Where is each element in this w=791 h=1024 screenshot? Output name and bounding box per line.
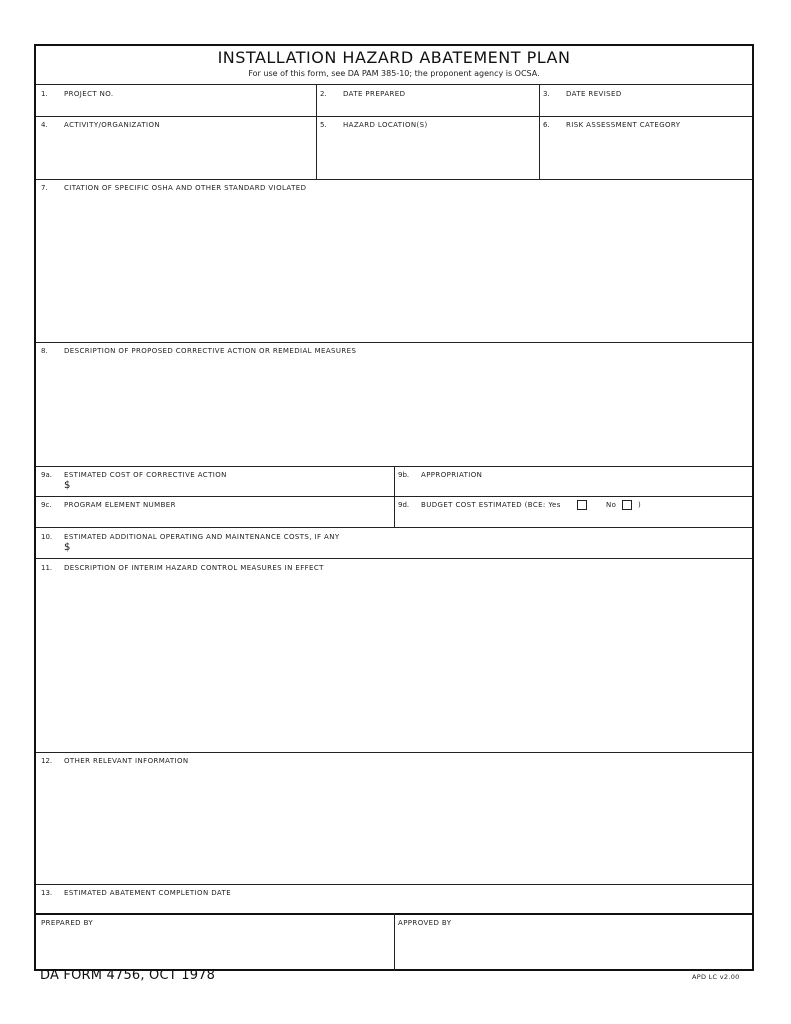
- field-7-number: 7.: [41, 184, 48, 192]
- divider: [36, 527, 752, 528]
- risk-assessment-category-label: RISK ASSESSMENT CATEGORY: [566, 121, 681, 129]
- divider: [394, 913, 395, 971]
- date-prepared-input[interactable]: [343, 100, 533, 114]
- approved-by-input[interactable]: [398, 930, 746, 968]
- field-13-number: 13.: [41, 889, 53, 897]
- risk-assessment-category-input[interactable]: [566, 132, 746, 176]
- corrective-action-label: DESCRIPTION OF PROPOSED CORRECTIVE ACTION OR REMEDIAL MEASURES: [64, 347, 357, 355]
- date-revised-input[interactable]: [566, 100, 746, 114]
- divider: [36, 342, 752, 343]
- field-1-number: 1.: [41, 90, 48, 98]
- divider: [36, 84, 752, 85]
- completion-date-label: ESTIMATED ABATEMENT COMPLETION DATE: [64, 889, 232, 897]
- bce-yes-checkbox[interactable]: [577, 500, 587, 510]
- divider: [316, 84, 317, 179]
- divider: [394, 466, 395, 527]
- additional-costs-dollar-sign: $: [64, 542, 71, 553]
- additional-costs-label: ESTIMATED ADDITIONAL OPERATING AND MAINTENANCE COSTS, IF ANY: [64, 533, 340, 541]
- bce-no-checkbox[interactable]: [622, 500, 632, 510]
- estimated-cost-input[interactable]: [76, 481, 386, 494]
- appropriation-label: APPROPRIATION: [421, 471, 483, 479]
- divider: [539, 84, 540, 179]
- field-5-number: 5.: [320, 121, 327, 129]
- field-11-number: 11.: [41, 564, 53, 572]
- osha-citation-input[interactable]: [64, 196, 744, 338]
- activity-organization-label: ACTIVITY/ORGANIZATION: [64, 121, 161, 129]
- form-subtitle: For use of this form, see DA PAM 385-10; the proponent agency is OCSA.: [248, 69, 540, 78]
- field-10-number: 10.: [41, 533, 53, 541]
- date-revised-label: DATE REVISED: [566, 90, 622, 98]
- osha-citation-label: CITATION OF SPECIFIC OSHA AND OTHER STANDARD VIOLATED: [64, 184, 307, 192]
- divider: [36, 116, 752, 117]
- field-9c-number: 9c.: [41, 501, 52, 509]
- divider: [36, 884, 752, 885]
- completion-date-input[interactable]: [296, 897, 736, 910]
- interim-control-measures-input[interactable]: [64, 576, 744, 748]
- field-4-number: 4.: [41, 121, 48, 129]
- form-title: INSTALLATION HAZARD ABATEMENT PLAN: [217, 48, 571, 67]
- approved-by-label: APPROVED BY: [398, 919, 452, 927]
- hazard-locations-input[interactable]: [343, 132, 533, 176]
- other-relevant-information-input[interactable]: [64, 769, 744, 880]
- activity-organization-input[interactable]: [64, 132, 309, 176]
- field-9d-number: 9d.: [398, 501, 410, 509]
- field-8-number: 8.: [41, 347, 48, 355]
- bce-no-label: No: [606, 501, 617, 509]
- date-prepared-label: DATE PREPARED: [343, 90, 406, 98]
- estimated-cost-label: ESTIMATED COST OF CORRECTIVE ACTION: [64, 471, 227, 479]
- other-relevant-information-label: OTHER RELEVANT INFORMATION: [64, 757, 189, 765]
- divider: [36, 558, 752, 559]
- field-9b-number: 9b.: [398, 471, 410, 479]
- divider: [36, 179, 752, 180]
- field-6-number: 6.: [543, 121, 550, 129]
- field-12-number: 12.: [41, 757, 53, 765]
- divider: [36, 752, 752, 753]
- program-element-number-label: PROGRAM ELEMENT NUMBER: [64, 501, 176, 509]
- program-element-number-input[interactable]: [64, 511, 384, 524]
- interim-control-measures-label: DESCRIPTION OF INTERIM HAZARD CONTROL MEASURES IN EFFECT: [64, 564, 324, 572]
- budget-cost-estimated-label: BUDGET COST ESTIMATED (BCE: Yes: [421, 501, 561, 509]
- prepared-by-input[interactable]: [41, 930, 386, 968]
- project-no-label: PROJECT NO.: [64, 90, 114, 98]
- bce-close-paren: ): [638, 501, 642, 509]
- estimated-cost-dollar-sign: $: [64, 480, 71, 491]
- appropriation-input[interactable]: [421, 481, 746, 494]
- project-no-input[interactable]: [64, 100, 309, 114]
- additional-costs-input[interactable]: [76, 543, 736, 556]
- hazard-locations-label: HAZARD LOCATION(S): [343, 121, 428, 129]
- form-number: DA FORM 4756, OCT 1978: [40, 968, 216, 983]
- prepared-by-label: PREPARED BY: [41, 919, 94, 927]
- corrective-action-input[interactable]: [64, 359, 744, 463]
- field-3-number: 3.: [543, 90, 550, 98]
- field-2-number: 2.: [320, 90, 327, 98]
- hazard-abatement-form: [34, 44, 754, 971]
- form-version: APD LC v2.00: [692, 973, 740, 981]
- field-9a-number: 9a.: [41, 471, 52, 479]
